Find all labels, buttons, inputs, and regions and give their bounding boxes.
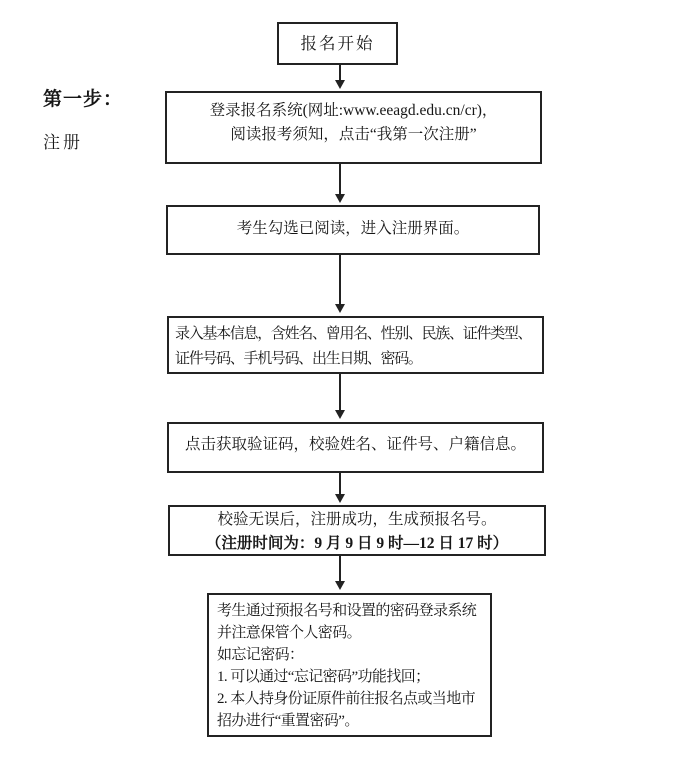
arrow-head-icon	[335, 80, 345, 89]
down-arrow	[334, 164, 346, 203]
flow-node-password-notice-line6: 招办进行“重置密码”。	[217, 713, 359, 729]
flow-node-login-line2: 阅读报考须知，点击“我第一次注册”	[230, 126, 477, 143]
flow-node-login-line1: 登录报名系统(网址:www.eeagd.edu.cn/cr)，	[209, 102, 498, 119]
flow-node-verify-code	[167, 422, 544, 473]
flow-node-enter-info-line1: 录入基本信息，含姓名、曾用名、性别、民族、证件类型、	[175, 326, 532, 342]
flow-node-register-success-time: （注册时间为：9 月 9 日 9 时—12 日 17 时）	[205, 535, 509, 552]
down-arrow	[334, 255, 346, 313]
step-label	[43, 84, 123, 153]
arrow-shaft	[339, 65, 341, 80]
down-arrow	[334, 65, 346, 89]
flow-node-confirm-read-text: 考生勾选已阅读，进入注册界面。	[236, 220, 470, 237]
arrow-head-icon	[335, 494, 345, 503]
flow-node-password-notice-line2: 并注意保管个人密码。	[217, 625, 362, 641]
arrow-shaft	[339, 374, 341, 410]
flow-node-password-notice-line1: 考生通过预报名号和设置的密码登录系统	[217, 603, 477, 619]
flow-node-enter-info	[167, 316, 544, 374]
down-arrow	[334, 473, 346, 503]
flow-node-password-notice	[207, 593, 492, 737]
flow-node-confirm-read	[166, 205, 540, 255]
down-arrow	[334, 556, 346, 590]
arrow-head-icon	[335, 304, 345, 313]
flow-node-register-success	[168, 505, 546, 556]
arrow-shaft	[339, 556, 341, 581]
flow-node-password-notice-line5: 2. 本人持身份证原件前往报名点或当地市	[217, 691, 476, 707]
flow-node-start	[277, 22, 398, 65]
arrow-head-icon	[335, 410, 345, 419]
step-label-subtitle: 注册	[43, 133, 83, 152]
arrow-head-icon	[335, 194, 345, 203]
flow-node-enter-info-line2: 证件号码、手机号码、出生日期、密码。	[175, 351, 422, 367]
arrow-shaft	[339, 255, 341, 304]
arrow-shaft	[339, 473, 341, 494]
flow-node-verify-code-text: 点击获取验证码，校验姓名、证件号、户籍信息。	[184, 436, 526, 453]
flow-node-password-notice-line4: 1. 可以通过“忘记密码”功能找回；	[217, 669, 430, 685]
arrow-head-icon	[335, 581, 345, 590]
flow-node-password-notice-line3: 如忘记密码：	[217, 647, 304, 663]
down-arrow	[334, 374, 346, 419]
flow-node-start-text: 报名开始	[300, 33, 375, 53]
arrow-shaft	[339, 164, 341, 194]
flow-node-register-success-line1: 校验无误后，注册成功，生成预报名号。	[217, 511, 497, 528]
step-label-title: 第一步：	[43, 89, 124, 110]
flow-node-login	[165, 91, 542, 164]
